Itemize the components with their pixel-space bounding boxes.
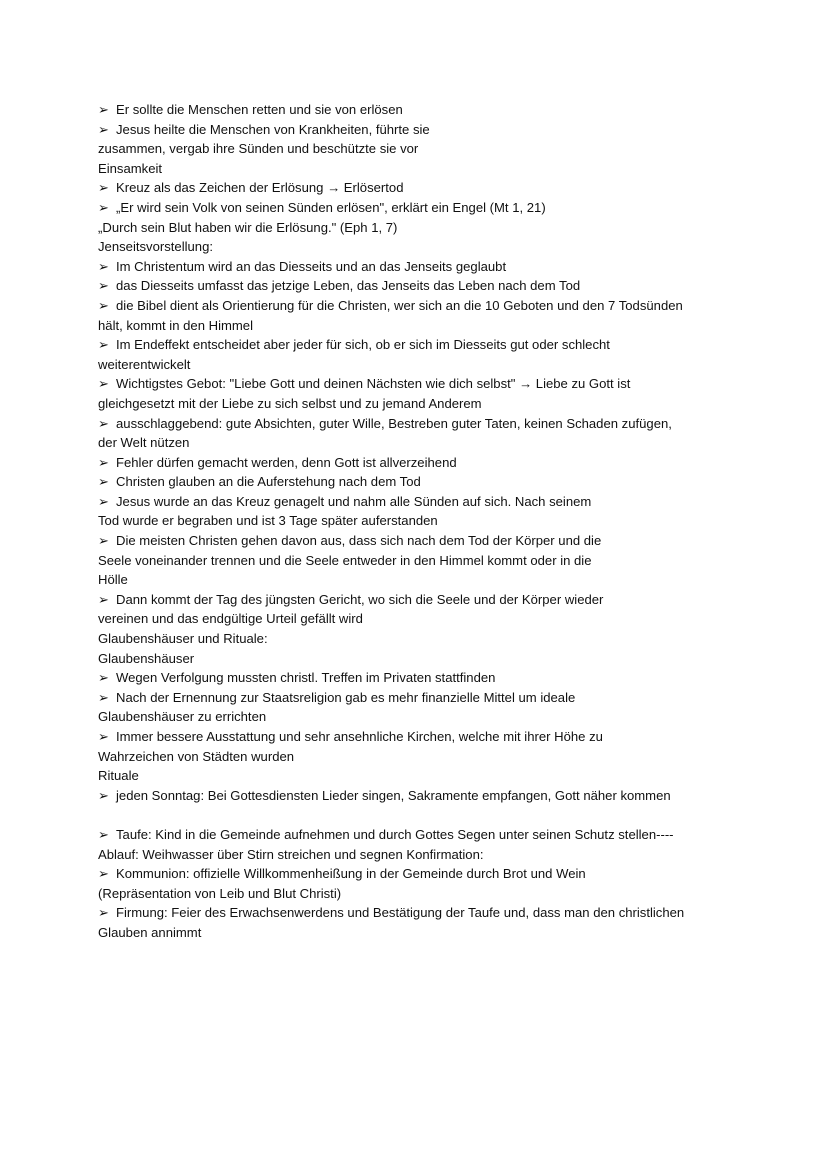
line-text: Im Christentum wird an das Diesseits und an das Jenseits geglaubt bbox=[116, 258, 507, 274]
line-text: Im Endeffekt entscheidet aber jeder für sich, ob er sich im Diesseits gut oder schlecht bbox=[116, 337, 610, 353]
arrow-bullet-icon: ➢ bbox=[98, 415, 109, 431]
line-text: vereinen und das endgültige Urteil gefällt wird bbox=[98, 611, 363, 627]
line-text: Dann kommt der Tag des jüngsten Gericht, wo sich die Seele und der Körper wieder bbox=[116, 591, 604, 607]
line-text: Wegen Verfolgung mussten christl. Treffen im Privaten stattfinden bbox=[116, 670, 496, 686]
line-text: Taufe: Kind in die Gemeinde aufnehmen und durch Gottes Segen unter seinen Schutz stellen---- bbox=[116, 826, 674, 842]
bullet-line bbox=[98, 276, 738, 296]
text-line bbox=[98, 316, 738, 336]
line-text: Ablauf: Weihwasser über Stirn streichen und segnen Konfirmation: bbox=[98, 846, 484, 862]
text-line bbox=[98, 570, 738, 590]
bullet-line bbox=[98, 590, 738, 610]
bullet-line bbox=[98, 668, 738, 688]
arrow-bullet-icon: ➢ bbox=[98, 670, 109, 686]
arrow-bullet-icon: ➢ bbox=[98, 121, 109, 137]
bullet-line bbox=[98, 727, 738, 747]
document-body bbox=[98, 100, 738, 943]
line-text: Kreuz als das Zeichen der Erlösung → Erlösertod bbox=[116, 180, 404, 196]
bullet-line bbox=[98, 374, 738, 394]
line-text: Er sollte die Menschen retten und sie von erlösen bbox=[116, 102, 403, 117]
line-text: die Bibel dient als Orientierung für die Christen, wer sich an die 10 Geboten und den 7 Todsünden bbox=[116, 297, 683, 313]
line-text: Kommunion: offizielle Willkommenheißung in der Gemeinde durch Brot und Wein bbox=[116, 866, 586, 882]
bullet-line bbox=[98, 688, 738, 708]
arrow-bullet-icon: ➢ bbox=[98, 787, 109, 803]
line-text: Glaubenshäuser bbox=[98, 650, 195, 666]
line-text: „Er wird sein Volk von seinen Sünden erlösen", erklärt ein Engel (Mt 1, 21) bbox=[116, 199, 546, 215]
text-line bbox=[98, 884, 738, 904]
line-text: das Diesseits umfasst das jetzige Leben, das Jenseits das Leben nach dem Tod bbox=[116, 278, 581, 294]
arrow-bullet-icon: ➢ bbox=[98, 337, 109, 353]
arrow-bullet-icon: ➢ bbox=[98, 533, 109, 549]
bullet-line bbox=[98, 178, 738, 198]
line-text: Wahrzeichen von Städten wurden bbox=[98, 748, 295, 764]
text-line bbox=[98, 355, 738, 375]
line-text: Fehler dürfen gemacht werden, denn Gott ist allverzeihend bbox=[116, 454, 457, 470]
arrow-bullet-icon: ➢ bbox=[98, 180, 109, 196]
arrow-bullet-icon: ➢ bbox=[98, 905, 109, 921]
line-text: der Welt nützen bbox=[98, 435, 190, 451]
blank-line bbox=[98, 805, 738, 825]
line-text: jeden Sonntag: Bei Gottesdiensten Lieder singen, Sakramente empfangen, Gott näher kommen bbox=[116, 787, 671, 803]
line-text: Hölle bbox=[98, 572, 128, 588]
bullet-line bbox=[98, 257, 738, 277]
arrow-bullet-icon: ➢ bbox=[98, 454, 109, 470]
bullet-line bbox=[98, 492, 738, 512]
text-line bbox=[98, 394, 738, 414]
line-text: (Repräsentation von Leib und Blut Christi) bbox=[98, 885, 342, 901]
bullet-line bbox=[98, 786, 738, 806]
line-text: Seele voneinander trennen und die Seele entweder in den Himmel kommt oder in die bbox=[98, 552, 592, 568]
arrow-bullet-icon: ➢ bbox=[98, 826, 109, 842]
text-line bbox=[98, 609, 738, 629]
text-line bbox=[98, 159, 738, 179]
arrow-bullet-icon: ➢ bbox=[98, 278, 109, 294]
line-text: Tod wurde er begraben und ist 3 Tage später auferstanden bbox=[98, 513, 438, 529]
arrow-bullet-icon: ➢ bbox=[98, 102, 109, 117]
line-text: hält, kommt in den Himmel bbox=[98, 317, 253, 333]
text-line bbox=[98, 766, 738, 786]
bullet-line bbox=[98, 531, 738, 551]
line-text: Glaubenshäuser zu errichten bbox=[98, 709, 267, 725]
line-text: weiterentwickelt bbox=[98, 356, 191, 372]
bullet-line bbox=[98, 296, 738, 316]
arrow-bullet-icon: ➢ bbox=[98, 474, 109, 490]
bullet-line bbox=[98, 825, 738, 845]
bullet-line bbox=[98, 453, 738, 473]
text-line bbox=[98, 707, 738, 727]
line-text: Firmung: Feier des Erwachsenwerdens und Bestätigung der Taufe und, dass man den christlichen bbox=[116, 905, 685, 921]
bullet-line bbox=[98, 120, 738, 140]
arrow-bullet-icon: ➢ bbox=[98, 493, 109, 509]
text-line bbox=[98, 511, 738, 531]
arrow-bullet-icon: ➢ bbox=[98, 591, 109, 607]
line-text: „Durch sein Blut haben wir die Erlösung." (Eph 1, 7) bbox=[98, 219, 398, 235]
bullet-line bbox=[98, 903, 738, 923]
line-text: Glauben annimmt bbox=[98, 924, 202, 940]
text-line bbox=[98, 218, 738, 238]
line-text: gleichgesetzt mit der Liebe zu sich selbst und zu jemand Anderem bbox=[98, 395, 482, 411]
text-line bbox=[98, 139, 738, 159]
arrow-bullet-icon: ➢ bbox=[98, 376, 109, 392]
text-line bbox=[98, 433, 738, 453]
bullet-line bbox=[98, 335, 738, 355]
arrow-bullet-icon: ➢ bbox=[98, 866, 109, 882]
line-text: Glaubenshäuser und Rituale: bbox=[98, 631, 268, 647]
text-line bbox=[98, 649, 738, 669]
line-text: Jenseitsvorstellung: bbox=[98, 239, 213, 255]
bullet-line bbox=[98, 198, 738, 218]
text-line bbox=[98, 845, 738, 865]
line-text: Die meisten Christen gehen davon aus, dass sich nach dem Tod der Körper und die bbox=[116, 533, 602, 549]
line-text: ausschlaggebend: gute Absichten, guter Wille, Bestreben guter Taten, keinen Schaden zufügen, bbox=[116, 415, 672, 431]
text-line bbox=[98, 923, 738, 943]
arrow-bullet-icon: ➢ bbox=[98, 258, 109, 274]
bullet-line bbox=[98, 100, 738, 120]
text-line bbox=[98, 747, 738, 767]
bullet-line bbox=[98, 472, 738, 492]
bullet-line bbox=[98, 414, 738, 434]
text-line bbox=[98, 629, 738, 649]
line-text: Jesus heilte die Menschen von Krankheiten, führte sie bbox=[116, 121, 430, 137]
text-line bbox=[98, 237, 738, 257]
line-text: Immer bessere Ausstattung und sehr ansehnliche Kirchen, welche mit ihrer Höhe zu bbox=[116, 729, 603, 744]
line-text: Wichtigstes Gebot: "Liebe Gott und deinen Nächsten wie dich selbst" → Liebe zu Gott ist bbox=[116, 376, 631, 392]
arrow-bullet-icon: ➢ bbox=[98, 729, 109, 744]
bullet-line bbox=[98, 864, 738, 884]
arrow-bullet-icon: ➢ bbox=[98, 689, 109, 705]
line-text: Einsamkeit bbox=[98, 160, 163, 176]
line-text: Jesus wurde an das Kreuz genagelt und nahm alle Sünden auf sich. Nach seinem bbox=[116, 493, 592, 509]
text-line bbox=[98, 551, 738, 571]
line-text: Rituale bbox=[98, 768, 139, 784]
arrow-bullet-icon: ➢ bbox=[98, 199, 109, 215]
line-text: zusammen, vergab ihre Sünden und beschützte sie vor bbox=[98, 141, 419, 157]
line-text: Christen glauben an die Auferstehung nach dem Tod bbox=[116, 474, 421, 490]
arrow-bullet-icon: ➢ bbox=[98, 297, 109, 313]
line-text: Nach der Ernennung zur Staatsreligion gab es mehr finanzielle Mittel um ideale bbox=[116, 689, 576, 705]
